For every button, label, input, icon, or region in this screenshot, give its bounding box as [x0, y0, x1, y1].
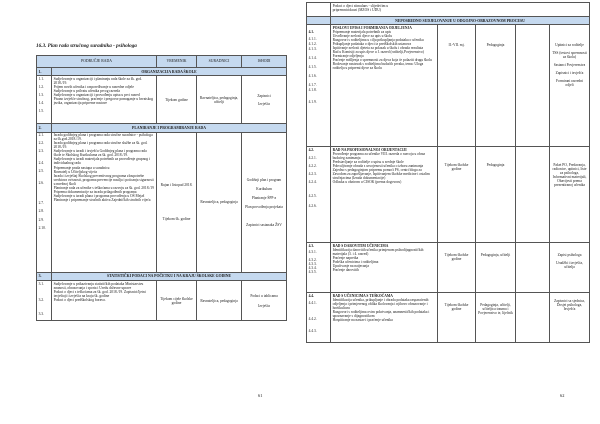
collaborators-cell: Pedagoginja: [476, 147, 516, 243]
outcomes-cell: Zapisnici Izvješća: [242, 76, 287, 124]
collaborators-cell: Pedagoginja, učitelji, učiteljica trauma i Povjerenstvo te, liječnik: [476, 293, 516, 343]
time-cell: Tijekom školske godine: [438, 147, 476, 243]
section-number: 1.: [37, 68, 52, 76]
header-outcomes: ISHODI: [242, 56, 287, 68]
item-descriptions: POSLOVI UPISA I FORMIRANJA ODJELJENJA Pripremanje materijala potrebnih za upis Utvrđivanje zrelosti djece za upis u školu Razgovori s roditeljima u cilju prikupljanja podataka o učeniku Prikupljanje podataka o djeci iz predškolskih ustanova Ispitivanje zrelosti djeteta za polazak u školu i obrada rezultata Rad u Komisiji za upis djece u I. razred (roditelji,Povjerenstvo) Formiranje odjeljenja Praćenje mišljenja o spremnosti za djeca koja će polaziti drugu školu Bodovanje nastavak s roditeljima budućih prvaka, tema: Uloga roditelja u pripremi djece za školu: [331, 25, 438, 147]
item-descriptions: RAD NA PROFESIONALNOJ ORIJENTACIJI Provođenje programa za učenike VIII. razreda o razvoju u obraz budućeg zanimanja Predstavljanje za roditelje o upisu u srednje škole Pohvaljivanje obrada s usvojenosti učenika o izboru zanimanja Zajedno s pedagoginjom pripremu pomoći PS, centri bloga za Zavodom za zapošljavanje, Ispitivanjem školske medicine i ostalim stručnjacima (Izrada dokumentacije) Odlaska u obzirom u CISOK (prema dogovoru): [331, 147, 438, 243]
section-title: PLANIRANJE I PROGRAMIRANJE RADA: [52, 124, 287, 132]
table-header-row: [37, 56, 287, 68]
item-numbers: 4.3. 4.3.1. 4.3.2. 4.3.3. 4.3.4. 4.3.5.: [307, 243, 331, 293]
item-numbers: 4.1. 4.1.1. 4.1.2. 4.1.3. 4.1.4. 4.1.5. 4.1.6. 4.1.7. 4.1.8. 4.1.9.: [307, 25, 331, 147]
work-plan-table-right: [306, 2, 590, 343]
item-numbers: 3.1. 3.2. 3.3.: [37, 281, 52, 321]
item-descriptions: Sudjelovanje u prikazivanju statističkih podataka Ministarstvu znanosti, obrazovanja i sporta i Uredu državne uprave Podaci o djeci s teškoćama za šk. god. 2018./19. Zapisnici/ljetni izvještaji i izvješća na kraju šk. godine Podaci o djeci predškolskog borava.: [52, 281, 157, 321]
table-row: [37, 76, 287, 124]
outcomes-cell: Godišnji plan i program Kurikulum Planiranje ŠPP-a Plan provođenja projekata Zapisnici sastanaka ŽSV: [242, 132, 287, 272]
item-numbers: 1.1. 1.2. 1.3. 1.4. 1.5.: [37, 76, 52, 124]
section-number: 3.: [37, 272, 52, 280]
collaborators-cell: Pedagoginja, učitelji: [476, 243, 516, 293]
collaborators-cell: Ravnateljica, pedagoginja: [197, 132, 242, 272]
time-cell: Rujan i listopad 2018. Tijekom šk. godine: [157, 132, 197, 272]
item-numbers: 4.2. 4.2.1. 4.2.2. 4.2.3. 4.2.4. 4.2.5. 4.2.6.: [307, 147, 331, 243]
section-title: STATISTIČKI PODACI NA POČETKU I NA KRAJU ŠKOLSKE GODINE: [52, 272, 287, 280]
time-cell: Tijekom školske godine: [438, 243, 476, 293]
table-row: [307, 243, 590, 293]
header-collaborators: SURADNICI: [197, 56, 242, 68]
page-number: 62: [560, 393, 565, 398]
item-numbers: 4.4. 4.4.1. 4.4.2. 4.4.3.: [307, 293, 331, 343]
table-row: [307, 147, 590, 243]
page-title: 16.3. Plan rada stručnog suradnika - psihologa: [36, 43, 137, 49]
page-number: 61: [258, 393, 263, 398]
header-area: PODRUČJE RADA: [37, 56, 157, 68]
table-row: [307, 293, 590, 343]
section-row: [37, 272, 287, 280]
right-page: [300, 0, 600, 424]
table-row: [37, 132, 287, 272]
item-descriptions: RAD S DAROVITIM UČENICIMA Identifikacija darovitih učenika primjenom psihodijagnostičkih materijala (3. i 4. razred) Praćenje napretka Podrška učenicima i roditeljima Upućivanje na natjecanja Praćenje darovitih: [331, 243, 438, 293]
outcomes-cell: Zapisi psihologa Urudžbi i izvješća, učitelja: [550, 243, 590, 293]
outcomes-cell: Paket PO, Predavanja, radionice, upitnici, liste za psihologa, Informativni materijali, Obavijesti prema prezentiranoj učenika: [550, 147, 590, 243]
outcomes-cell: Zapisnici sa sjednica, Dosjei psihologa, Izvješća: [550, 293, 590, 343]
section-row: [307, 17, 590, 25]
time-cell: II.-VII. mj.: [438, 25, 476, 147]
section-row: [37, 68, 287, 76]
item-numbers: 2.1. 2.2. 2.3. 2.4. 2.5. 2.6. 2.7. 2.8. 2.9. 2.10.: [37, 132, 52, 272]
collaborators-cell: Pedagoginja: [476, 25, 516, 147]
section-row: [37, 124, 287, 132]
table-row: [37, 281, 287, 321]
table-row: [307, 25, 590, 147]
item-descriptions: RAD S UČENICIMA S TEŠKOĆAMA Identifikacija učenika, prikupljanje i obrada podataka rasparaćenih odjeljenja i primjerenog oblika školovanja i njihovo obrazovanje i hortikulturu Razgovori s roditeljima ovim pokrivanja, anamnestičkih podataka i upoznavanje s dijagnostikom Hospitiranje na nastavi i praćenje učenika: [331, 293, 438, 343]
work-plan-table-left: [36, 55, 287, 321]
collaborators-cell: Ravnateljica, pedagoginja, učitelji: [197, 76, 242, 124]
header-time: VREMENIK: [157, 56, 197, 68]
time-cell: Tijekom školske godine: [438, 293, 476, 343]
time-cell: Tijekom cijele školske godine: [157, 281, 197, 321]
section-title: ORGANIZACIJA RADA ŠKOLE: [52, 68, 287, 76]
outcomes-cell: Podaci u tablicama Izvješća: [242, 281, 287, 321]
time-cell: Tijekom godine: [157, 76, 197, 124]
collaborators-cell: Ravnateljica, pedagoginja: [197, 281, 242, 321]
item-descriptions: Sudjelovanje u organizaciji i planiranju rada škole za šk. god. 2018./19. Prijem novih učenika i raspoređivanje u razredne odjele Sudjelovanje u prilvatu učenika prvog razreda Sudjelovanje u organizaciji i provođenju upisa u prvi razred Pisano izvješće stručnog, praćenje i pregovor pomaganje u hrvatskog jezika, organizacija pripreme nastave: [52, 76, 157, 124]
table-row: [307, 3, 590, 17]
continued-row: Podaci o djeci stimulans - slijedećim u pripremnicidaozi (MZOS i UDU): [331, 3, 590, 17]
item-descriptions: Izrada godišnjeg plana i programa rada stručne suradnice - psihologa za šk.god.2018./19. Izrada godišnjeg plana i programa rada stručne službe za šk. god. 2018./19. Sudjelovanje u izradi i izvješću Godišnjeg plana i programa rada škole te Školskog Kurikuluma za šk. god. 2018./19. Sudjelovanje u izradi materijala potrebnih za provođenje grupnog i individualnog rada Pripremanje prada nastupa u suradnicu Ravnatelj u Učiteljskog vijeća Izrada i izvještaj Školskog preventivnog programa zloupotrebe sredstava ovisnosti, programa prevencije nasilja i poticanja sigurnosti u mrežnoj školi Planiranje rada za učenike s teškoćama u razvoju za šk. god. 2018./19 Priprema dokumentacije za izradu prilagođenih programa Sudjelovanje u izradi plana i programa provođenja u OŠ Mejaš Planiranje i pripremanje stručnih aktiva Zajedničkih stručnih vijeća: [52, 132, 157, 272]
outcomes-cell: Upitnici za roditelje TSS (testovi spremnosti za školu) Sastanci Povjerenstva Zapisnici i izvješća Formirani razredni odjeli: [550, 25, 590, 147]
section-title: NEPOSREDNO SUDJELOVANJE U ODGOJNO-OBRAZOVNOM PROCESU: [331, 17, 590, 25]
section-number: 2.: [37, 124, 52, 132]
